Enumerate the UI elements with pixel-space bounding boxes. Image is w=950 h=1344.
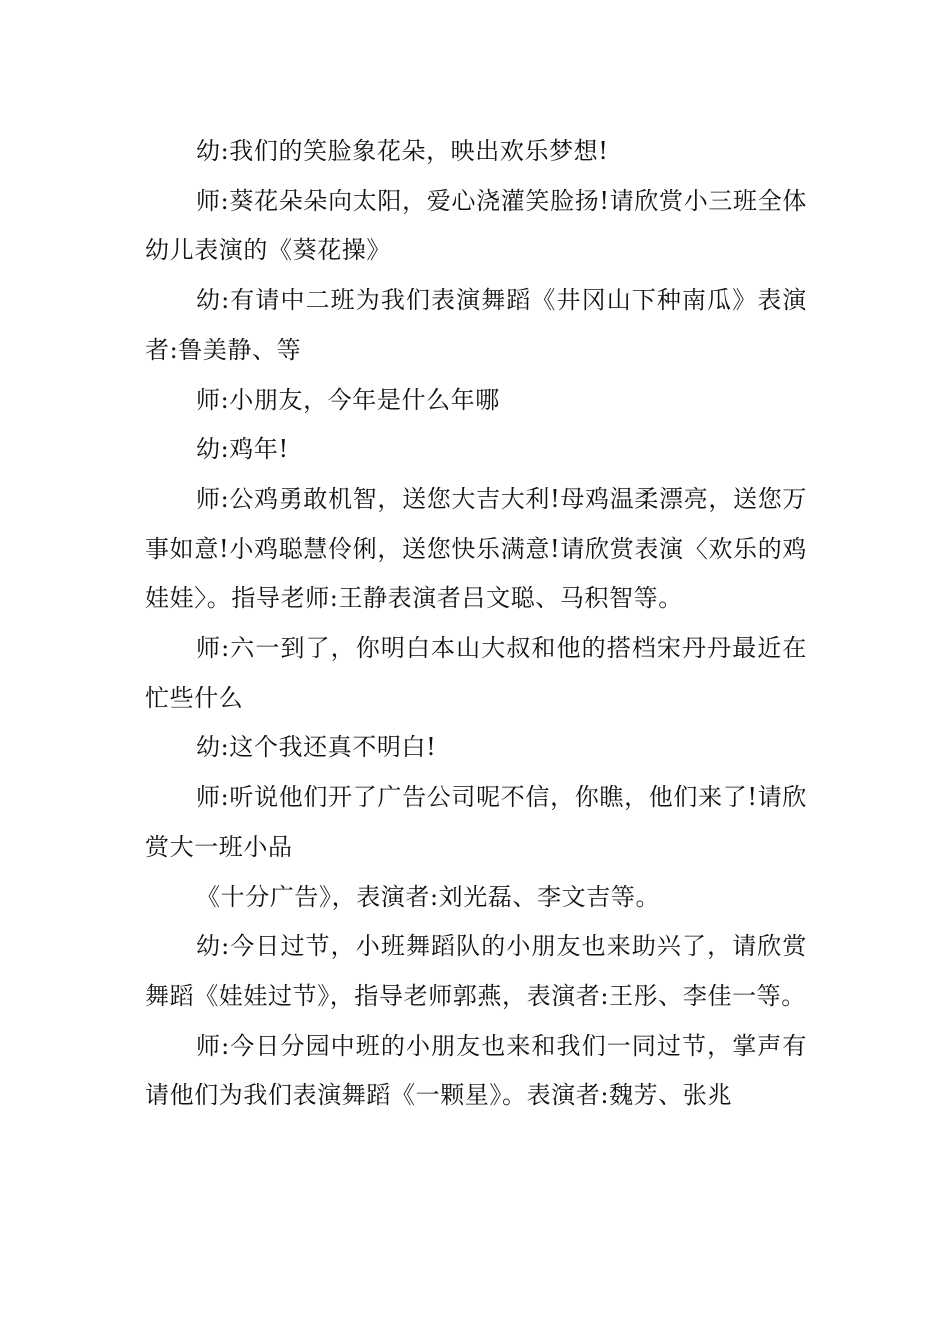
paragraph: 幼:我们的笑脸象花朵，映出欢乐梦想! [196,137,609,165]
paragraph: 《十分广告》，表演者:刘光磊、李文吉等。 [196,882,661,911]
paragraph: 幼:今日过节，小班舞蹈队的小朋友也来助兴了，请欣赏舞蹈《娃娃过节》，指导老师郭燕，表演者:王彤、李佳一等。 [145,932,807,1010]
paragraph: 幼:鸡年! [196,435,289,464]
paragraph: 师:六一到了，你明白本山大叔和他的搭档宋丹丹最近在忙些什么 [145,634,807,712]
document-body [145,127,807,1121]
paragraph: 师:公鸡勇敢机智，送您大吉大利!母鸡温柔漂亮，送您万事如意!小鸡聪慧伶俐，送您快乐满意!请欣赏表演〈欢乐的鸡娃娃〉。指导老师:王静表演者吕文聪、马积智等。 [145,484,807,613]
paragraph: 师:葵花朵朵向太阳，爱心浇灌笑脸扬!请欣赏小三班全体幼儿表演的《葵花操》 [145,186,807,265]
paragraph: 师:小朋友，今年是什么年哪 [196,385,500,414]
paragraph: 师:听说他们开了广告公司呢不信，你瞧，他们来了!请欣赏大一班小品 [145,783,807,861]
paragraph: 幼:这个我还真不明白! [196,733,437,762]
paragraph: 师:今日分园中班的小朋友也来和我们一同过节，掌声有请他们为我们表演舞蹈《一颗星》。表演者:魏芳、张兆 [145,1031,807,1110]
paragraph: 幼:有请中二班为我们表演舞蹈《井冈山下种南瓜》表演者:鲁美静、等 [145,286,807,364]
